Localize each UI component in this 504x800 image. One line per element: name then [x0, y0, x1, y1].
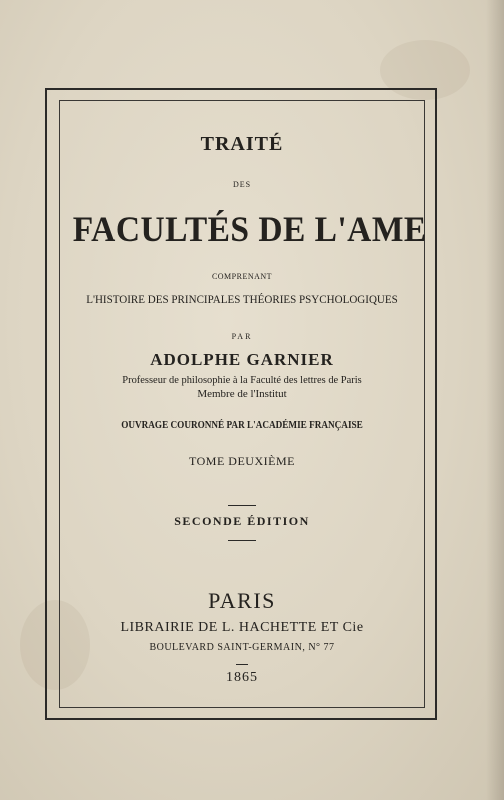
award-line: OUVRAGE COURONNÉ PAR L'ACADÉMIE FRANÇAISE	[121, 420, 363, 431]
page-edge-shadow	[486, 0, 504, 800]
subtitle: L'HISTOIRE DES PRINCIPALES THÉORIES PSYCHOLOGIQUES	[86, 292, 398, 306]
title-page-content	[60, 100, 427, 706]
publisher-line: LIBRAIRIE DE L. HACHETTE ET Cie	[120, 620, 364, 635]
title-line-des: DES	[232, 180, 252, 189]
address-line: BOULEVARD SAINT-GERMAIN, N° 77	[149, 642, 335, 653]
main-title: FACULTÉS DE L'AME	[72, 209, 427, 249]
title-line-traite: TRAITÉ	[200, 133, 284, 155]
publication-year: 1865	[226, 670, 258, 685]
author-membership: Membre de l'Institut	[197, 388, 287, 400]
year-rule	[236, 664, 248, 665]
edition-rule-top	[228, 505, 256, 506]
author-title: Professeur de philosophie à la Faculté des lettres de Paris	[122, 374, 362, 386]
comprenant-label: COMPRENANT	[211, 272, 273, 281]
edition-line: SECONDE ÉDITION	[174, 514, 310, 528]
author-name: ADOLPHE GARNIER	[150, 350, 334, 369]
par-label: PAR	[231, 332, 253, 341]
volume-line: TOME DEUXIÈME	[189, 454, 295, 468]
edition-rule-bottom	[228, 540, 256, 541]
city-line: PARIS	[208, 588, 276, 613]
